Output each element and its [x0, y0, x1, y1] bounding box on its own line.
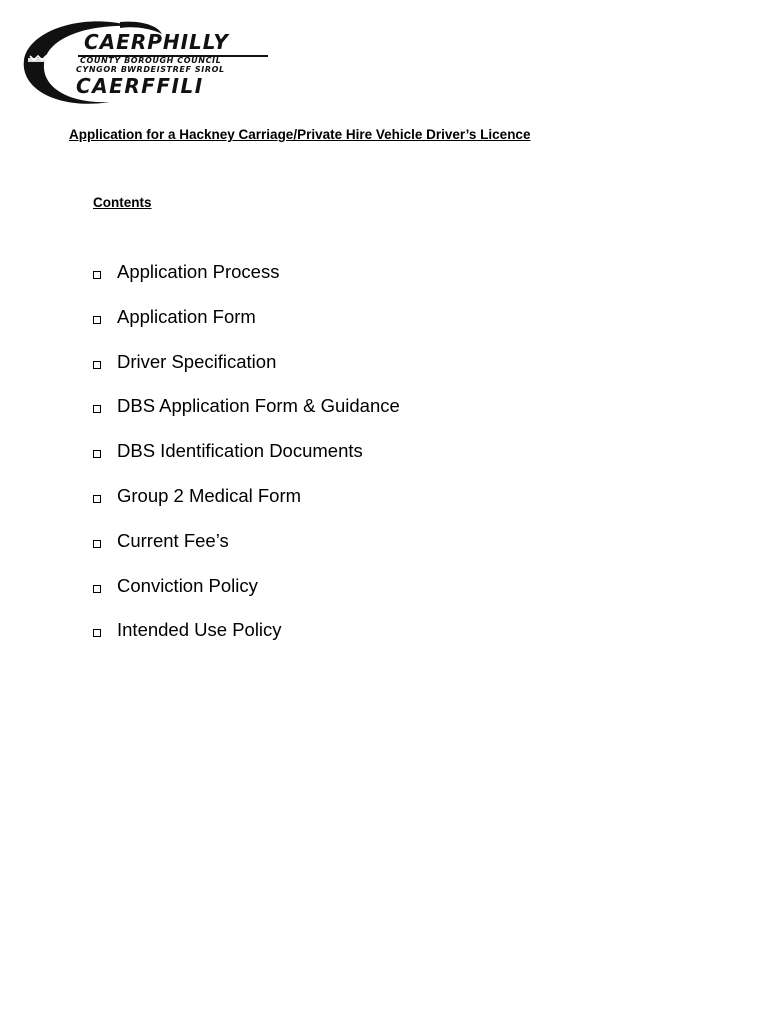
checkbox-bullet-icon	[93, 495, 101, 503]
contents-item	[93, 438, 400, 483]
contents-item-label: Group 2 Medical Form	[117, 484, 302, 506]
contents-list	[93, 259, 400, 662]
contents-item	[93, 617, 400, 662]
contents-item-label: Conviction Policy	[117, 574, 258, 596]
checkbox-bullet-icon	[93, 585, 101, 593]
contents-item	[93, 304, 400, 349]
document-title: Application for a Hackney Carriage/Private Hire Vehicle Driver’s Licence	[69, 127, 531, 142]
contents-item-label: Current Fee’s	[117, 529, 229, 551]
checkbox-bullet-icon	[93, 405, 101, 413]
contents-item	[93, 483, 400, 528]
contents-item	[93, 528, 400, 573]
logo-subtitle-welsh: CYNGOR BWRDEISTREF SIROL	[76, 65, 225, 74]
contents-item-label: Driver Specification	[117, 350, 277, 372]
contents-item	[93, 573, 400, 618]
contents-heading: Contents	[93, 195, 152, 210]
contents-item-label: DBS Application Form & Guidance	[117, 395, 400, 417]
contents-item-label: Intended Use Policy	[117, 619, 282, 641]
logo-wordmark-english: CAERPHILLY	[84, 30, 229, 54]
contents-item	[93, 259, 400, 304]
checkbox-bullet-icon	[93, 450, 101, 458]
checkbox-bullet-icon	[93, 361, 101, 369]
contents-item-label: Application Form	[117, 305, 256, 327]
checkbox-bullet-icon	[93, 629, 101, 637]
logo-subtitle-english: COUNTY BOROUGH COUNCIL	[80, 56, 222, 65]
contents-item-label: Application Process	[117, 261, 280, 282]
checkbox-bullet-icon	[93, 540, 101, 548]
contents-item	[93, 393, 400, 438]
checkbox-bullet-icon	[93, 316, 101, 324]
contents-item-label: DBS Identification Documents	[117, 440, 363, 462]
contents-item	[93, 349, 400, 394]
logo-wordmark-welsh: CAERFFILI	[76, 74, 204, 98]
checkbox-bullet-icon	[93, 271, 101, 279]
council-logo	[20, 18, 272, 108]
